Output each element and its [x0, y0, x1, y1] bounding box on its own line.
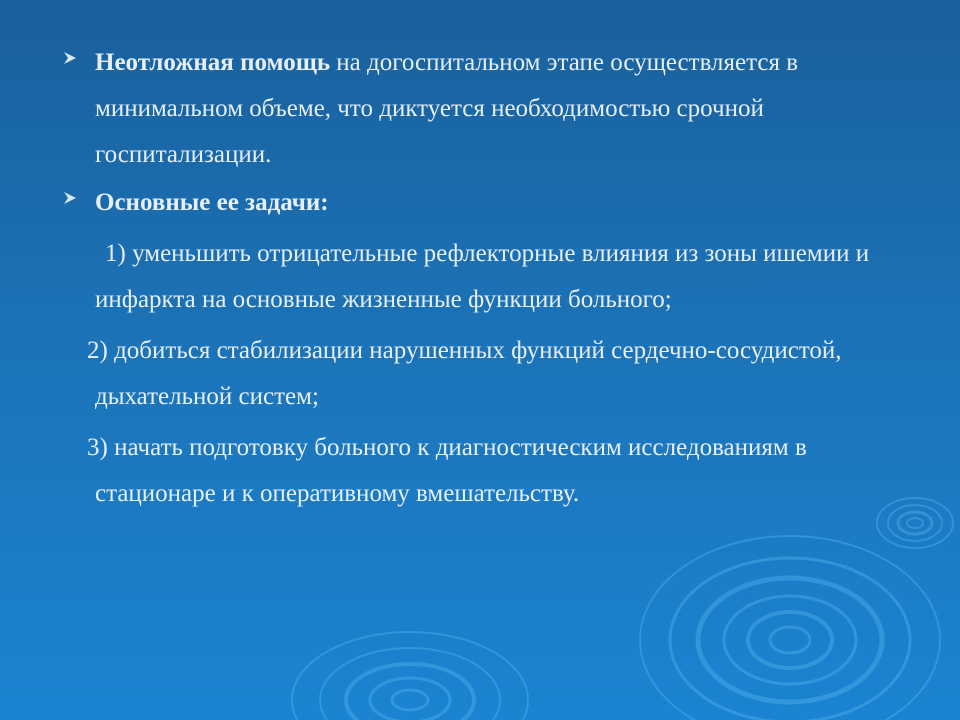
task-text: начать подготовку больного к диагностическим исследованиям в стационаре и к оперативному вмешательству. — [95, 434, 807, 507]
task-number: 3) — [87, 434, 108, 461]
task-text: добиться стабилизации нарушенных функций сердечно-сосудистой, дыхательной систем; — [95, 337, 842, 410]
slide-content — [62, 40, 912, 517]
task-item — [62, 231, 912, 323]
bullet-heading: Основные ее задачи: — [95, 189, 329, 216]
task-item — [62, 425, 912, 517]
bullet-item — [62, 40, 912, 178]
bullet-heading: Неотложная помощь — [95, 49, 331, 76]
chevron-right-icon — [62, 50, 78, 66]
bullet-text: на догоспитальном этапе осуществляется в минимальном объеме, что диктуется необходимостью срочной госпитализации. — [95, 49, 799, 168]
bullet-item — [62, 180, 912, 226]
task-text: уменьшить отрицательные рефлекторные влияния из зоны ишемии и инфаркта на основные жизненные функции больного; — [95, 240, 870, 313]
chevron-right-icon — [62, 190, 78, 206]
task-number: 2) — [87, 337, 108, 364]
task-number: 1) — [105, 240, 126, 267]
task-item — [62, 328, 912, 420]
